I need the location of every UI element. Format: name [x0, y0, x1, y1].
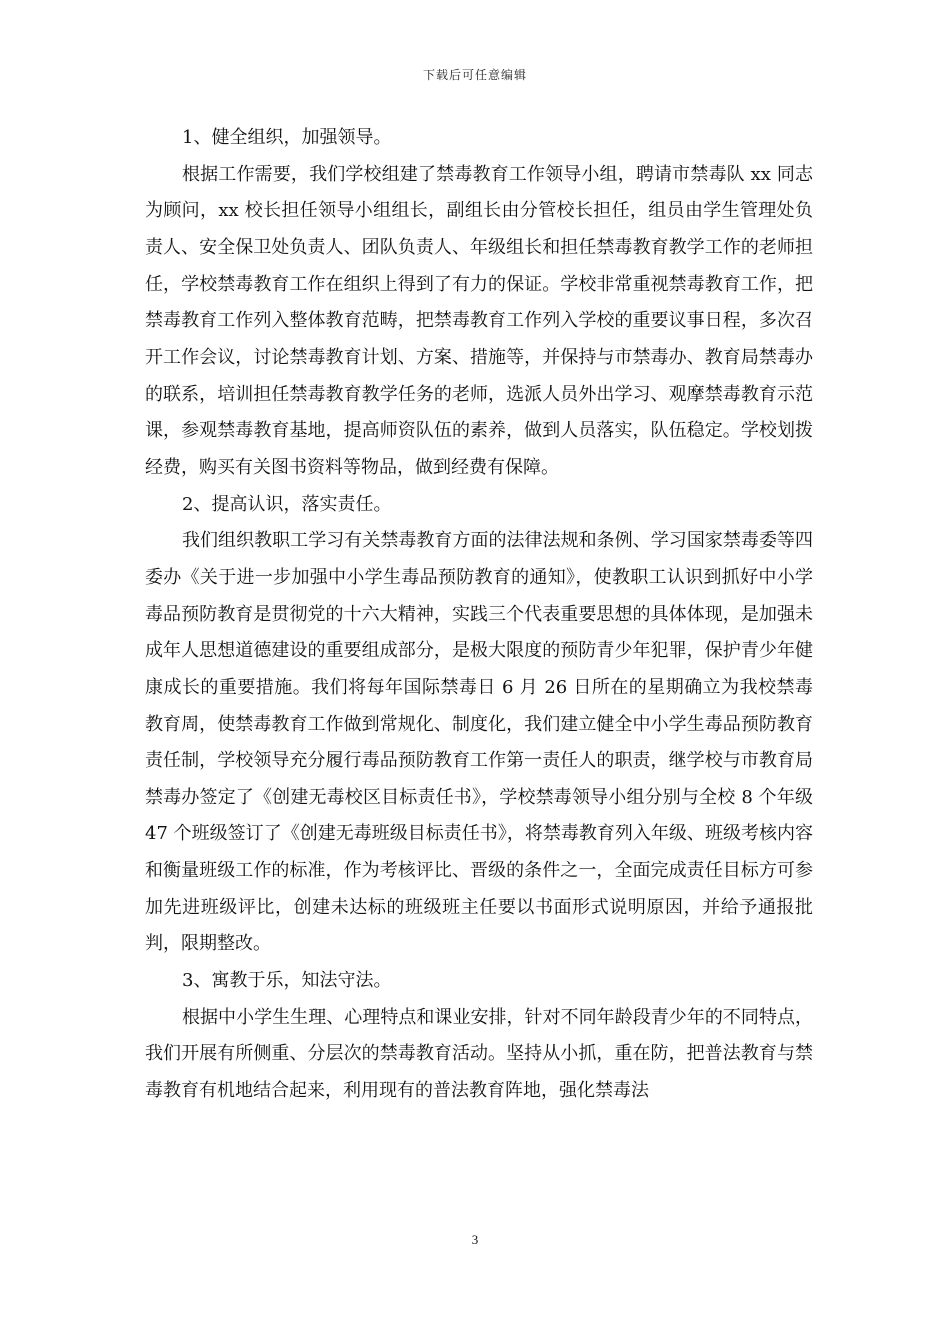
- body-paragraph-1: 根据工作需要，我们学校组建了禁毒教育工作领导小组，聘请市禁毒队 xx 同志为顾问，xx 校长担任领导小组组长，副组长由分管校长担任，组员由学生管理处负责人、安全保卫处负责人、团队负责人、年级组长和担任禁毒教育教学工作的老师担任，学校禁毒教育工作在组织上得到了有力的保证。学校非常重视禁毒教育工作，把禁毒教育工作列入整体教育范畴，把禁毒教育工作列入学校的重要议事日程，多次召开工作会议，讨论禁毒教育计划、方案、措施等，并保持与市禁毒办、教育局禁毒办的联系，培训担任禁毒教育教学任务的老师，选派人员外出学习、观摩禁毒教育示范课，参观禁毒教育基地，提高师资队伍的素养，做到人员落实，队伍稳定。学校划拨经费，购买有关图书资料等物品，做到经费有保障。: [145, 163, 813, 478]
- section-heading-3: 3、寓教于乐，知法守法。: [182, 970, 392, 992]
- body-paragraph-3: 根据中小学生生理、心理特点和课业安排，针对不同年龄段青少年的不同特点，我们开展有所侧重、分层次的禁毒教育活动。坚持从小抓，重在防，把普法教育与禁毒教育有机地结合起来，利用现有的普法教育阵地，强化禁毒法: [145, 1006, 813, 1102]
- page-number: 3: [471, 1232, 479, 1247]
- body-paragraph-2: 我们组织教职工学习有关禁毒教育方面的法律法规和条例、学习国家禁毒委等四委办《关于进一步加强中小学生毒品预防教育的通知》，使教职工认识到抓好中小学毒品预防教育是贯彻党的十六大精神，实践三个代表重要思想的具体体现，是加强未成年人思想道德建设的重要组成部分，是极大限度的预防青少年犯罪，保护青少年健康成长的重要措施。我们将每年国际禁毒日 6 月 26 日所在的星期确立为我校禁毒教育周，使禁毒教育工作做到常规化、制度化，我们建立健全中小学生毒品预防教育责任制，学校领导充分履行毒品预防教育工作第一责任人的职责，继学校与市教育局禁毒办签定了《创建无毒校区目标责任书》，学校禁毒领导小组分别与全校 8 个年级 47 个班级签订了《创建无毒班级目标责任书》，将禁毒教育列入年级、班级考核内容和衡量班级工作的标准，作为考核评比、晋级的条件之一，全面完成责任目标方可参加先进班级评比，创建未达标的班级班主任要以书面形式说明原因，并给予通报批判，限期整改。: [145, 530, 813, 955]
- section-heading-1: 1、健全组织，加强领导。: [182, 127, 392, 148]
- section-heading-2: 2、提高认识，落实责任。: [182, 493, 392, 515]
- page-header: 下载后可任意编辑: [422, 68, 527, 82]
- document-body: [145, 120, 813, 1110]
